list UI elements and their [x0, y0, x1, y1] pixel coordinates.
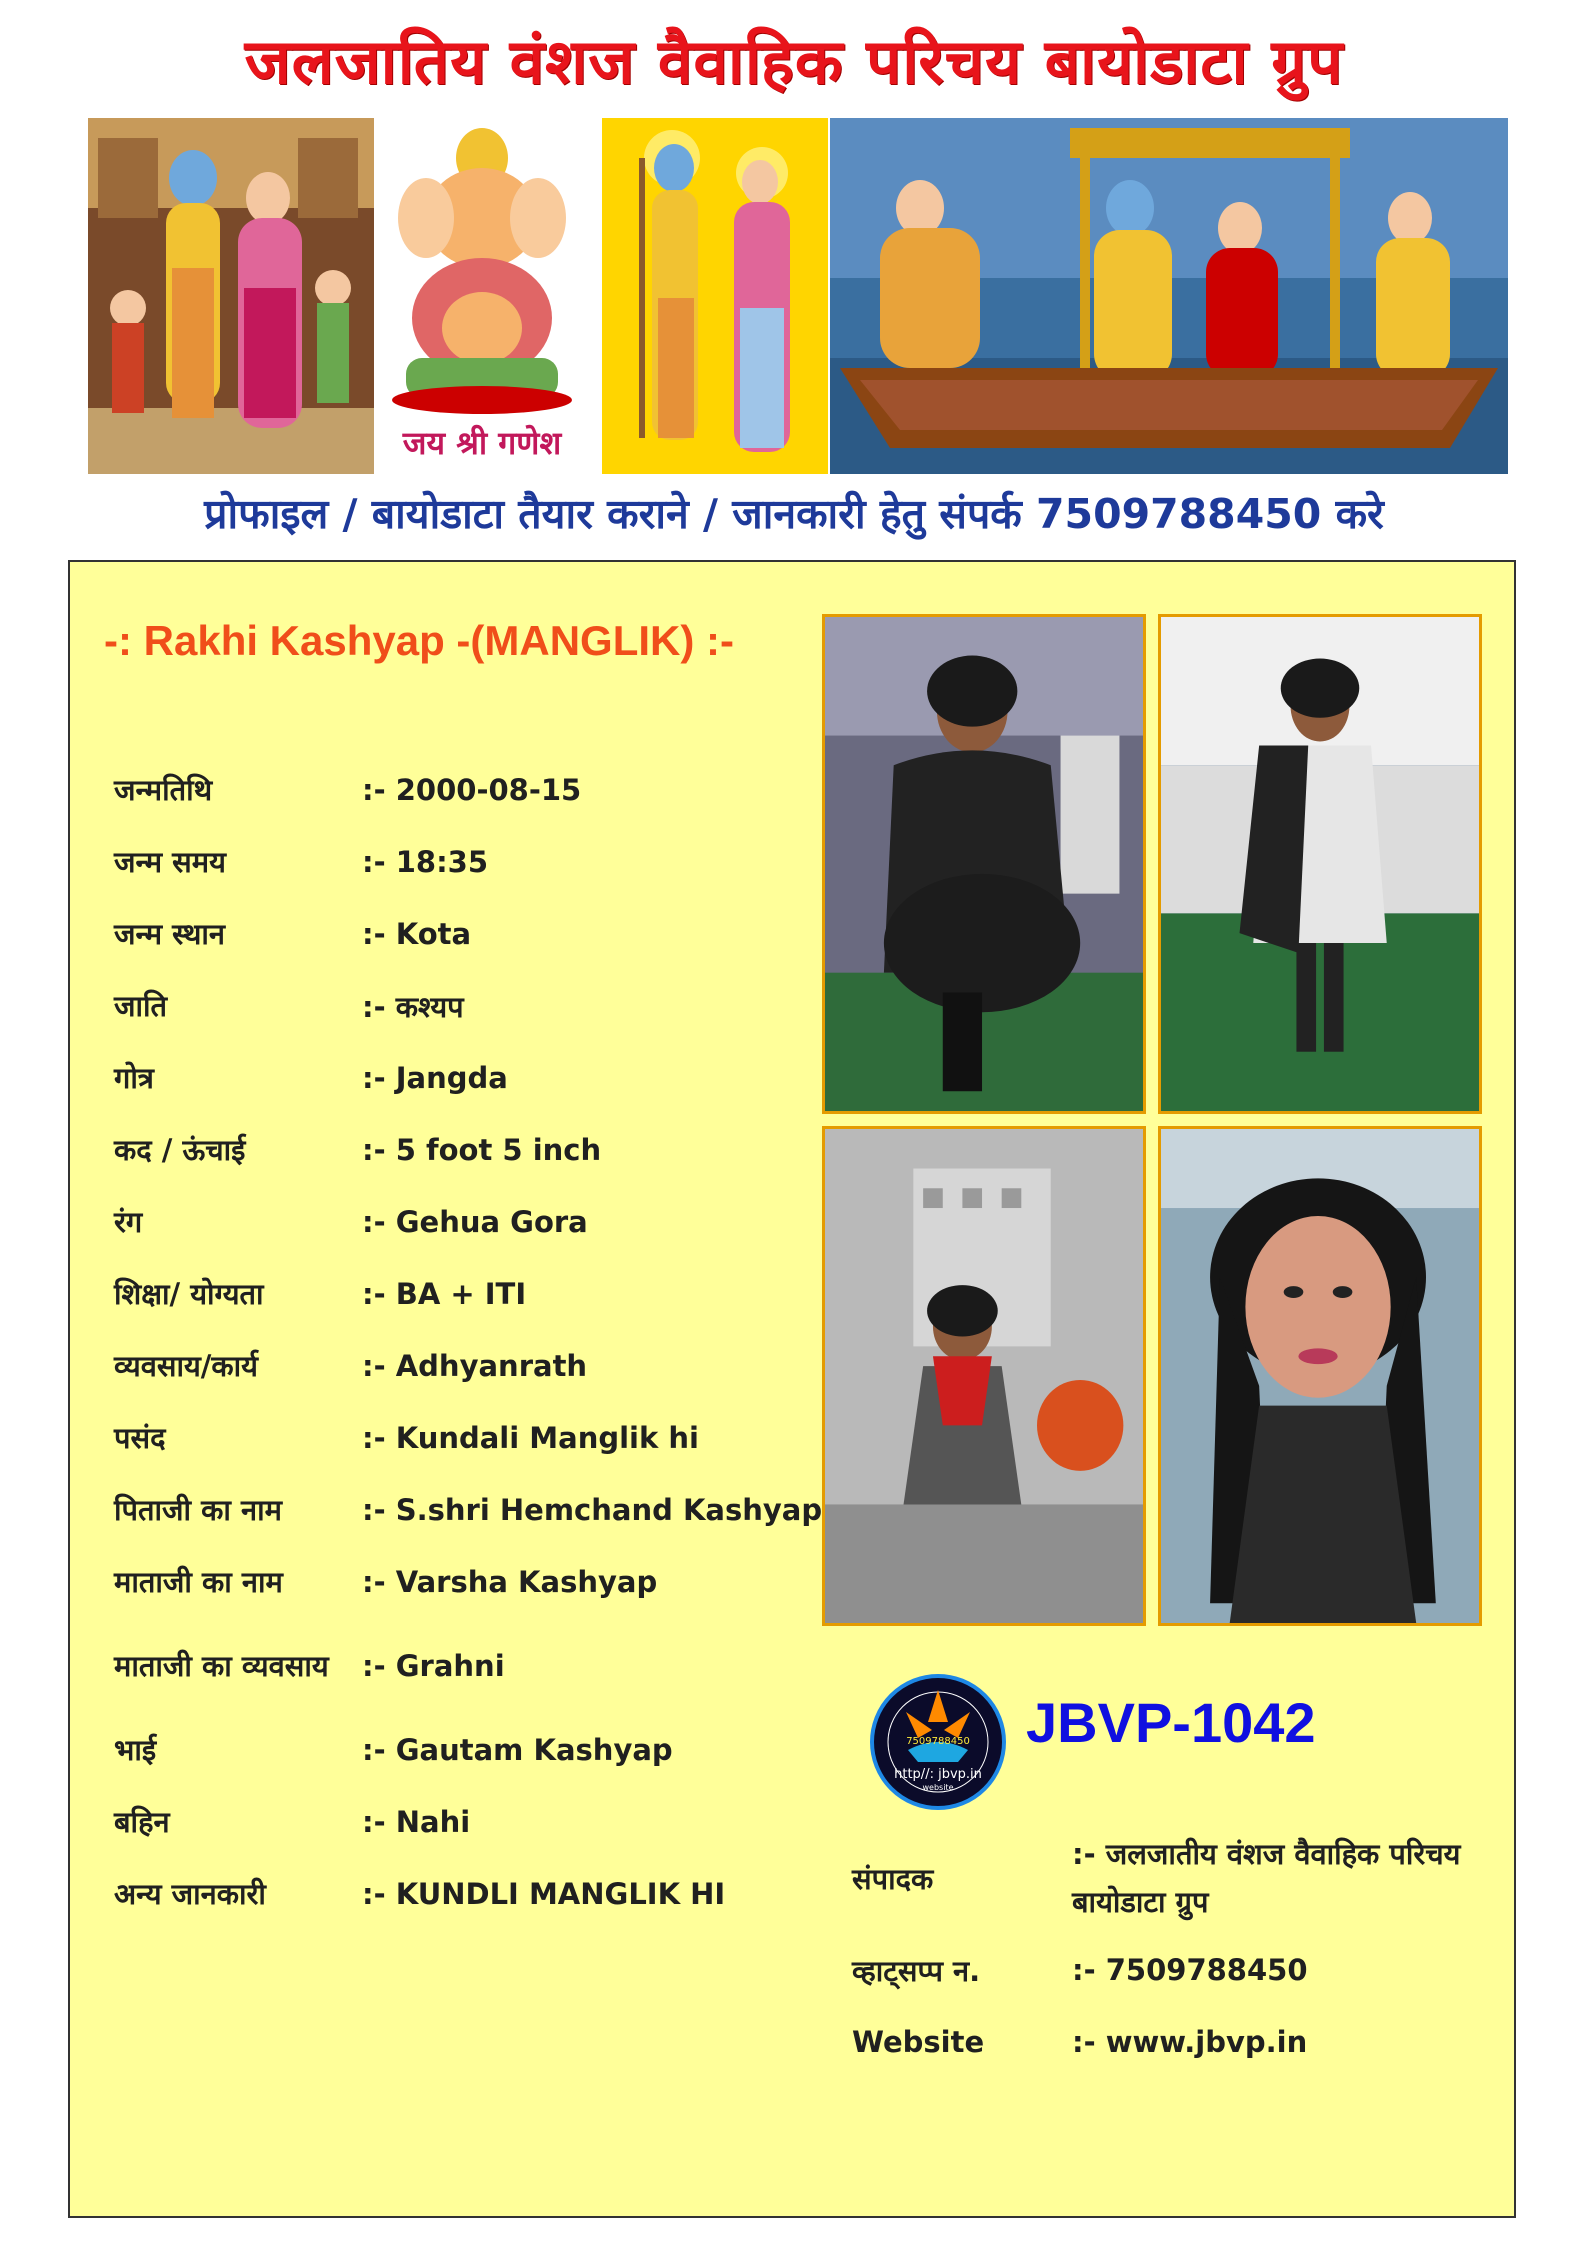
banner-images	[88, 118, 1508, 474]
detail-value: :- Adhyanrath	[362, 1349, 588, 1383]
banner-subtitle: प्रोफाइल / बायोडाटा तैयार कराने / जानकारी हेतु संपर्क 7509788450 करे	[204, 490, 1384, 538]
contact-value: :- जलजातीय वंशज वैवाहिक परिचय बायोडाटा ग्रुप	[1072, 1837, 1461, 1919]
detail-label: शिक्षा/ योग्यता	[114, 1277, 264, 1311]
detail-value: :- BA + ITI	[362, 1277, 527, 1311]
detail-label: माताजी का नाम	[114, 1565, 283, 1599]
detail-label: जन्म समय	[114, 845, 226, 879]
detail-label: बहिन	[114, 1805, 170, 1839]
detail-row-other-info	[114, 1858, 834, 1930]
contact-row-editor	[852, 1822, 1492, 1934]
detail-row-father-name	[114, 1474, 834, 1546]
logo-url-text: http//: jbvp.in	[894, 1767, 982, 1782]
profile-name: -: Rakhi Kashyap -(MANGLIK) :-	[104, 617, 734, 664]
contact-label: Website	[852, 2025, 985, 2059]
contact-section	[852, 1822, 1492, 2078]
detail-value: :- Nahi	[362, 1805, 471, 1839]
profile-photo-4	[1158, 1126, 1482, 1626]
detail-label: जाति	[114, 989, 168, 1023]
detail-row-caste	[114, 970, 834, 1042]
detail-label: माताजी का व्यवसाय	[114, 1649, 329, 1683]
detail-row-height	[114, 1114, 834, 1186]
detail-row-birth-place	[114, 898, 834, 970]
banner-title: जलजातिय वंशज वैवाहिक परिचय बायोडाटा ग्रुप	[244, 25, 1344, 98]
detail-value: :- Grahni	[362, 1649, 505, 1683]
banner-image-ram-sita-wedding	[88, 118, 374, 474]
detail-value: :- Kundali Manglik hi	[362, 1421, 699, 1455]
detail-row-birth-date	[114, 754, 834, 826]
detail-label: पिताजी का नाम	[114, 1493, 282, 1527]
detail-row-mother-name	[114, 1546, 834, 1618]
profile-details	[114, 754, 834, 1930]
detail-value: :- Varsha Kashyap	[362, 1565, 658, 1599]
profile-photo-3	[822, 1126, 1146, 1626]
contact-value: :- www.jbvp.in	[1072, 2025, 1308, 2059]
banner-image-boat-scene	[830, 118, 1508, 474]
detail-row-occupation	[114, 1330, 834, 1402]
detail-label: व्यवसाय/कार्य	[114, 1349, 258, 1383]
detail-label: भाई	[114, 1733, 157, 1767]
contact-label: व्हाट्सप्प न.	[852, 1953, 981, 1988]
detail-row-mother-occupation	[114, 1618, 834, 1714]
logo-website-text: website	[922, 1783, 954, 1792]
detail-value: :- कश्यप	[362, 989, 464, 1024]
detail-label: जन्म स्थान	[114, 917, 226, 951]
contact-value: :- 7509788450	[1072, 1953, 1308, 1987]
contact-label: संपादक	[852, 1861, 934, 1896]
banner-image-ganesh	[376, 118, 588, 474]
detail-label: जन्मतिथि	[114, 773, 213, 807]
profile-id: JBVP-1042	[1026, 1691, 1316, 1754]
detail-label: रंग	[114, 1205, 143, 1239]
detail-row-gotra	[114, 1042, 834, 1114]
banner-image-ram-sita	[602, 118, 828, 474]
detail-label: गोत्र	[114, 1061, 154, 1095]
detail-row-birth-time	[114, 826, 834, 898]
detail-value: :- Gautam Kashyap	[362, 1733, 673, 1767]
profile-photo-2	[1158, 614, 1482, 1114]
profile-card	[68, 560, 1516, 2218]
profile-photo-1	[822, 614, 1146, 1114]
detail-value: :- S.shri Hemchand Kashyap	[362, 1493, 823, 1527]
detail-row-brother	[114, 1714, 834, 1786]
detail-row-complexion	[114, 1186, 834, 1258]
ganesh-caption: जय श्री गणेश	[402, 424, 562, 462]
contact-row-website	[852, 2006, 1492, 2078]
detail-value: :- 2000-08-15	[362, 773, 582, 807]
photo-grid	[822, 614, 1492, 1634]
detail-value: :- 18:35	[362, 845, 489, 879]
detail-label: अन्य जानकारी	[114, 1877, 266, 1911]
detail-label: पसंद	[114, 1421, 166, 1455]
contact-row-whatsapp	[852, 1934, 1492, 2006]
detail-label: कद / ऊंचाई	[114, 1133, 246, 1167]
detail-value: :- 5 foot 5 inch	[362, 1133, 602, 1167]
detail-row-education	[114, 1258, 834, 1330]
detail-row-preference	[114, 1402, 834, 1474]
jbvp-logo	[868, 1672, 1008, 1812]
detail-value: :- Gehua Gora	[362, 1205, 588, 1239]
detail-value: :- KUNDLI MANGLIK HI	[362, 1877, 726, 1911]
detail-value: :- Jangda	[362, 1061, 508, 1095]
logo-number-text: 7509788450	[906, 1736, 970, 1747]
detail-value: :- Kota	[362, 917, 472, 951]
detail-row-sister	[114, 1786, 834, 1858]
